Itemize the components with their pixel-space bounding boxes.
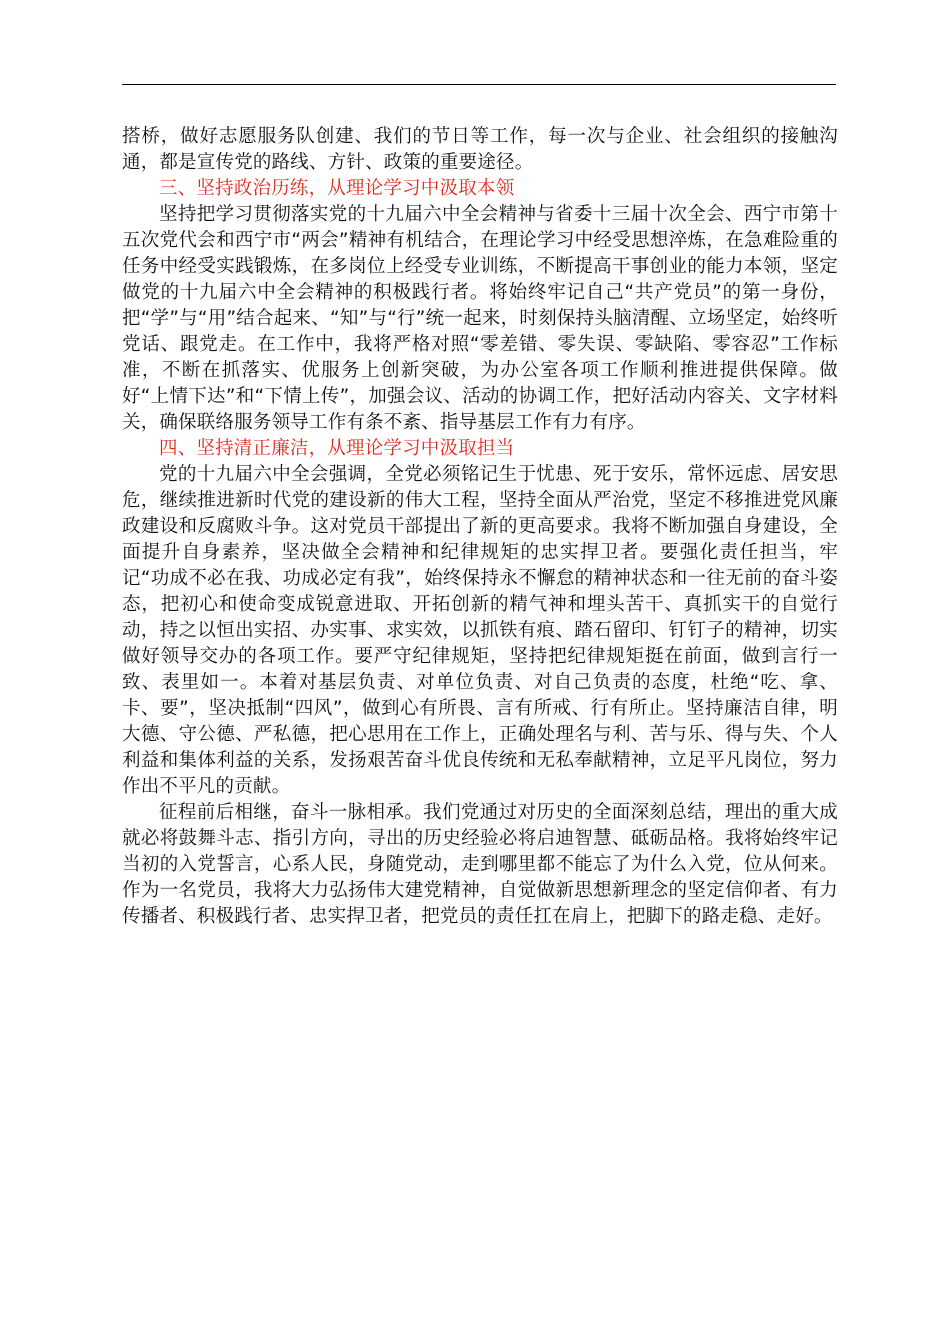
- paragraph-conclusion: 征程前后相继，奋斗一脉相承。我们党通过对历史的全面深刻总结，理出的重大成就必将鼓舞斗志、指引方向，寻出的历史经验必将启迪智慧、砥砺品格。我将始终牢记当初的入党誓言，心系人民，身随党动，走到哪里都不能忘了为什么入党，位从何来。作为一名党员，我将大力弘扬伟大建党精神，自觉做新思想新理念的坚定信仰者、有力传播者、积极践行者、忠实捍卫者，把党员的责任扛在肩上，把脚下的路走稳、走好。: [122, 802, 838, 927]
- paragraph-section-3: 坚持把学习贯彻落实党的十九届六中全会精神与省委十三届十次全会、西宁市第十五次党代会和西宁市“两会”精神有机结合，在理论学习中经受思想淬炼，在急难险重的任务中经受实践锻炼，在多岗位上经受专业训练，不断提高干事创业的能力本领，坚定做党的十九届六中全会精神的积极践行者。将始终牢记自己“共产党员”的第一身份，把“学”与“用”结合起来、“知”与“行”统一起来，时刻保持头脑清醒、立场坚定，始终听党话、跟党走。在工作中，我将严格对照“零差错、零失误、零缺陷、零容忍”工作标准，不断在抓落实、优服务上创新突破，为办公室各项工作顺利推进提供保障。做好“上情下达”和“下情上传”，加强会议、活动的协调工作，把好活动内容关、文字材料关，确保联络服务领导工作有条不紊、指导基层工作有力有序。: [122, 204, 838, 433]
- paragraph-continuation: 搭桥，做好志愿服务队创建、我们的节日等工作，每一次与企业、社会组织的接触沟通，都是宣传党的路线、方针、政策的重要途径。: [122, 126, 838, 173]
- section-heading-3: 三、坚持政治历练，从理论学习中汲取本领: [159, 178, 515, 199]
- section-heading-4: 四、坚持清正廉洁，从理论学习中汲取担当: [159, 438, 515, 459]
- header-rule: [122, 84, 836, 85]
- document-body: [122, 124, 838, 930]
- paragraph-section-4: 党的十九届六中全会强调，全党必须铭记生于忧患、死于安乐，常怀远虑、居安思危，继续推进新时代党的建设新的伟大工程，坚持全面从严治党，坚定不移推进党风廉政建设和反腐败斗争。这对党员干部提出了新的更高要求。我将不断加强自身建设，全面提升自身素养，坚决做全会精神和纪律规矩的忠实捍卫者。要强化责任担当，牢记“功成不必在我、功成必定有我”，始终保持永不懈怠的精神状态和一往无前的奋斗姿态，把初心和使命变成锐意进取、开拓创新的精气神和埋头苦干、真抓实干的自觉行动，持之以恒出实招、办实事、求实效，以抓铁有痕、踏石留印、钉钉子的精神，切实做好领导交办的各项工作。要严守纪律规矩，坚持把纪律规矩挺在前面，做到言行一致、表里如一。本着对基层负责、对单位负责、对自己负责的态度，杜绝“吃、拿、卡、要”，坚决抵制“四风”，做到心有所畏、言有所戒、行有所止。坚持廉洁自律，明大德、守公德、严私德，把心思用在工作上，正确处理名与利、苦与乐、得与失、个人利益和集体利益的关系，发扬艰苦奋斗优良传统和无私奉献精神，立足平凡岗位，努力作出不平凡的贡献。: [122, 464, 838, 797]
